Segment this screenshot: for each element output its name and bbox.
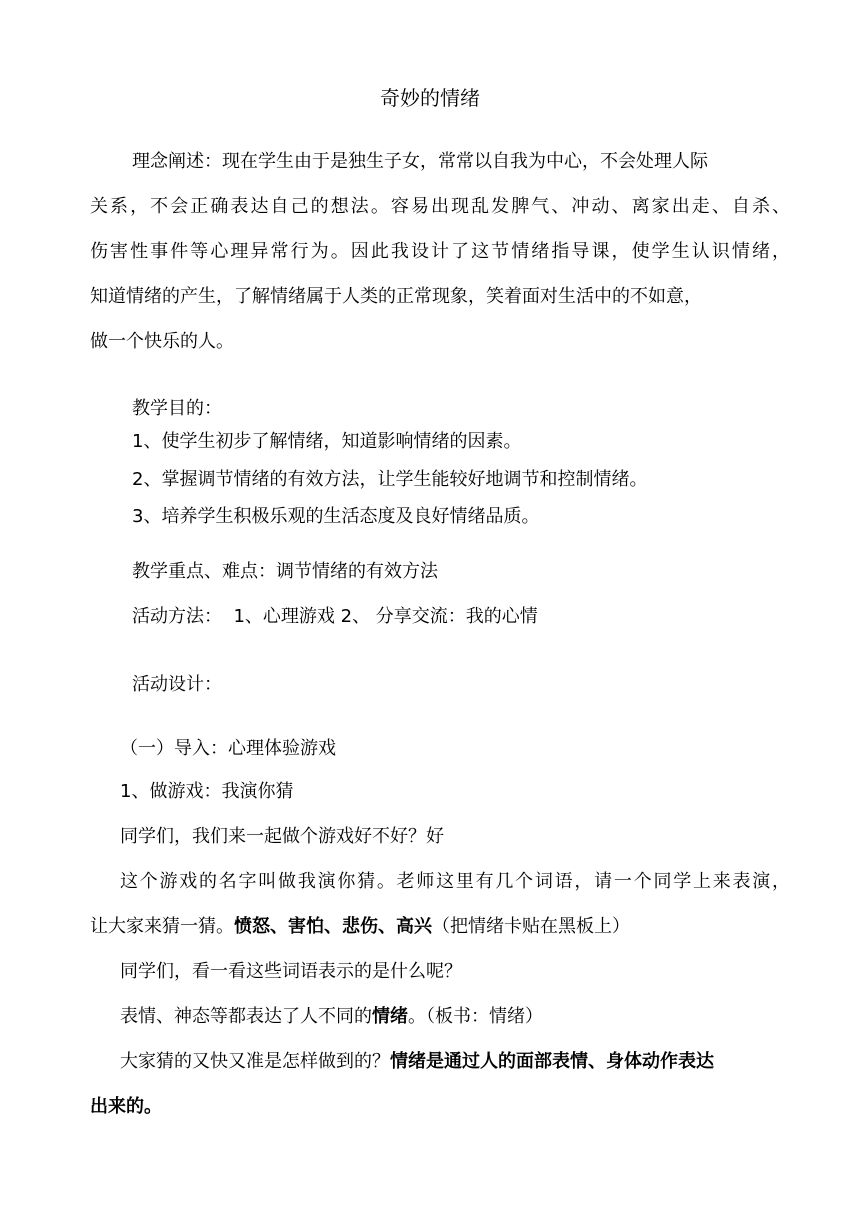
paragraph-2-end: （把情绪卡贴在黑板上） [432,916,630,937]
section1-heading: （一）导入：心理体验游戏 [120,738,336,759]
concept-line-3: 伤害性事件等心理异常行为。因此我设计了这节情绪指导课，使学生认识情绪， [90,241,790,262]
method-line: 活动方法： 1、心理游戏 2、 分享交流：我的心情 [132,606,538,627]
goal-item-1: 1、使学生初步了解情绪，知道影响情绪的因素。 [132,431,522,452]
page-title: 奇妙的情绪 [380,86,480,110]
paragraph-5-line-1 [120,1050,714,1074]
paragraph-2-line-1: 这个游戏的名字叫做我演你猜。老师这里有几个词语，请一个同学上来表演， [120,871,790,892]
paragraph-4-end: 。（板书：情绪） [408,1006,543,1027]
paragraph-1: 同学们，我们来一起做个游戏好不好？好 [120,826,444,847]
paragraph-5-line-2: 出来的。 [90,1096,162,1117]
design-heading: 活动设计： [132,674,222,695]
paragraph-4-start: 表情、神态等都表达了人不同的 [120,1006,372,1027]
paragraph-5-start: 大家猜的又快又准是怎样做到的？ [120,1051,390,1072]
concept-line-2: 关系，不会正确表达自己的想法。容易出现乱发脾气、冲动、离家出走、自杀、 [90,196,790,217]
game-title: 1、做游戏：我演你猜 [120,781,294,802]
emotion-words: 愤怒、害怕、悲伤、高兴 [234,916,432,937]
paragraph-3: 同学们，看一看这些词语表示的是什么呢？ [120,961,462,982]
focus-line: 教学重点、难点：调节情绪的有效方法 [132,561,438,582]
paragraph-2-start: 让大家来猜一猜。 [90,916,234,937]
paragraph-5-bold: 情绪是通过人的面部表情、身体动作表达 [390,1051,714,1072]
paragraph-2-line-2 [90,915,630,939]
concept-line-5: 做一个快乐的人。 [90,331,234,352]
paragraph-4 [120,1005,543,1029]
goal-item-3: 3、培养学生积极乐观的生活态度及良好情绪品质。 [132,506,540,527]
emotion-keyword: 情绪 [372,1006,408,1027]
goal-item-2: 2、掌握调节情绪的有效方法，让学生能较好地调节和控制情绪。 [132,469,648,490]
concept-line-1: 理念阐述：现在学生由于是独生子女，常常以自我为中心，不会处理人际 [132,151,708,172]
concept-line-4: 知道情绪的产生，了解情绪属于人类的正常现象，笑着面对生活中的不如意， [90,286,702,307]
goals-heading: 教学目的： [132,398,222,419]
